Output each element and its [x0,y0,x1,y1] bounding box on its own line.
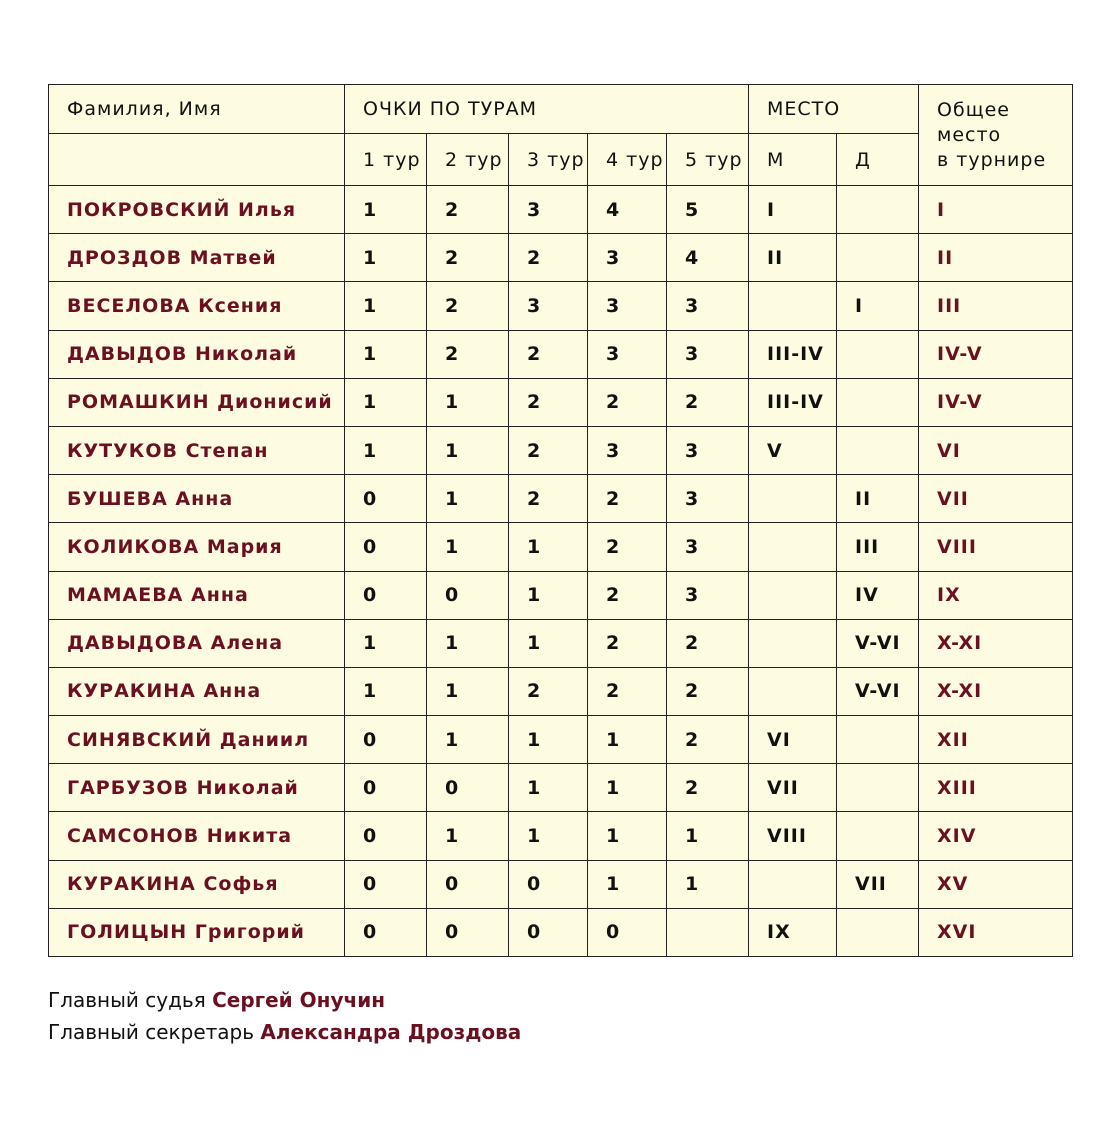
round-2-score: 1 [427,716,509,764]
overall-place: I [919,186,1073,234]
round-2-score: 2 [427,186,509,234]
round-1-score: 0 [345,716,427,764]
round-1-header: 1 тур [345,134,427,186]
overall-place: XII [919,716,1073,764]
round-4-score: 4 [588,186,667,234]
round-1-score: 1 [345,378,427,426]
round-2-score: 2 [427,330,509,378]
round-5-score: 1 [667,860,749,908]
round-3-score: 0 [509,908,588,956]
table-row [49,571,1073,619]
table-row [49,378,1073,426]
name-subheader-empty [49,134,345,186]
round-3-score: 1 [509,619,588,667]
overall-place: X-XI [919,667,1073,715]
place-m [749,860,837,908]
round-1-score: 1 [345,667,427,715]
participant-name: ВЕСЕЛОВА Ксения [49,282,345,330]
place-d [837,186,919,234]
round-1-score: 0 [345,571,427,619]
overall-place: III [919,282,1073,330]
round-3-score: 1 [509,571,588,619]
round-2-score: 0 [427,860,509,908]
place-m: I [749,186,837,234]
place-d [837,764,919,812]
table-row [49,812,1073,860]
overall-place: XV [919,860,1073,908]
round-5-score: 2 [667,667,749,715]
overall-place: IV-V [919,330,1073,378]
round-2-score: 1 [427,523,509,571]
table-row [49,426,1073,474]
place-m [749,523,837,571]
round-1-score: 1 [345,234,427,282]
place-d: II [837,475,919,523]
round-3-score: 2 [509,234,588,282]
round-1-score: 0 [345,812,427,860]
round-3-score: 2 [509,475,588,523]
name-column-header: Фамилия, Имя [49,85,345,134]
place-d: V-VI [837,667,919,715]
table-row [49,716,1073,764]
participant-name: КУРАКИНА Софья [49,860,345,908]
round-3-score: 1 [509,716,588,764]
results-table [48,84,1073,957]
place-m: III-IV [749,330,837,378]
round-2-score: 2 [427,234,509,282]
round-1-score: 0 [345,908,427,956]
place-d: VII [837,860,919,908]
chief-secretary-label: Главный секретарь [48,1020,255,1044]
round-2-score: 1 [427,619,509,667]
table-row [49,860,1073,908]
overall-place: VIII [919,523,1073,571]
round-4-score: 3 [588,426,667,474]
overall-place: II [919,234,1073,282]
round-4-score: 2 [588,378,667,426]
participant-name: КОЛИКОВА Мария [49,523,345,571]
round-5-score: 2 [667,378,749,426]
round-4-score: 1 [588,716,667,764]
place-d [837,378,919,426]
place-d-header: Д [837,134,919,186]
round-3-score: 3 [509,282,588,330]
round-2-score: 1 [427,426,509,474]
place-m: VI [749,716,837,764]
participant-name: КУТУКОВ Степан [49,426,345,474]
round-4-header: 4 тур [588,134,667,186]
participant-name: САМСОНОВ Никита [49,812,345,860]
chief-secretary-name: Александра Дроздова [260,1020,522,1044]
round-4-score: 2 [588,619,667,667]
round-4-score: 2 [588,523,667,571]
round-4-score: 3 [588,330,667,378]
round-3-score: 0 [509,860,588,908]
round-1-score: 1 [345,330,427,378]
round-4-score: 3 [588,234,667,282]
round-5-score: 4 [667,234,749,282]
round-2-score: 2 [427,282,509,330]
participant-name: СИНЯВСКИЙ Даниил [49,716,345,764]
place-m [749,282,837,330]
chief-judge-label: Главный судья [48,988,206,1012]
table-row [49,908,1073,956]
round-4-score: 2 [588,571,667,619]
round-3-score: 2 [509,667,588,715]
participant-name: ПОКРОВСКИЙ Илья [49,186,345,234]
round-1-score: 0 [345,764,427,812]
table-row [49,282,1073,330]
round-4-score: 1 [588,812,667,860]
round-2-score: 0 [427,571,509,619]
overall-place: VI [919,426,1073,474]
round-3-score: 3 [509,186,588,234]
place-m: III-IV [749,378,837,426]
overall-place: VII [919,475,1073,523]
place-m-header: М [749,134,837,186]
round-1-score: 0 [345,475,427,523]
round-3-score: 2 [509,378,588,426]
round-5-score: 3 [667,571,749,619]
round-5-score: 2 [667,764,749,812]
round-3-score: 1 [509,764,588,812]
place-m: V [749,426,837,474]
overall-place: X-XI [919,619,1073,667]
round-2-header: 2 тур [427,134,509,186]
place-d [837,812,919,860]
table-row [49,475,1073,523]
participant-name: ГАРБУЗОВ Николай [49,764,345,812]
chief-judge-line [48,984,521,1016]
round-2-score: 1 [427,378,509,426]
participant-name: ДРОЗДОВ Матвей [49,234,345,282]
overall-place: XIII [919,764,1073,812]
place-d [837,234,919,282]
round-4-score: 1 [588,860,667,908]
round-5-score: 3 [667,475,749,523]
chief-judge-name: Сергей Онучин [212,988,386,1012]
place-m [749,619,837,667]
round-5-score: 2 [667,716,749,764]
round-3-score: 2 [509,426,588,474]
round-2-score: 0 [427,764,509,812]
round-5-score [667,908,749,956]
participant-name: РОМАШКИН Дионисий [49,378,345,426]
footer [48,984,521,1048]
round-5-score: 3 [667,282,749,330]
participant-name: КУРАКИНА Анна [49,667,345,715]
round-2-score: 1 [427,475,509,523]
place-d: V-VI [837,619,919,667]
round-3-header: 3 тур [509,134,588,186]
round-1-score: 1 [345,426,427,474]
round-1-score: 1 [345,619,427,667]
participant-name: ДАВЫДОВА Алена [49,619,345,667]
table-row [49,764,1073,812]
round-3-score: 1 [509,523,588,571]
round-1-score: 1 [345,186,427,234]
place-d [837,330,919,378]
round-1-score: 0 [345,523,427,571]
round-5-score: 5 [667,186,749,234]
table-row [49,234,1073,282]
rounds-group-header: ОЧКИ ПО ТУРАМ [345,85,749,134]
place-m: II [749,234,837,282]
round-4-score: 0 [588,908,667,956]
chief-secretary-line [48,1016,521,1048]
place-m: VIII [749,812,837,860]
place-m: IX [749,908,837,956]
overall-place: IV-V [919,378,1073,426]
round-1-score: 0 [345,860,427,908]
place-d: III [837,523,919,571]
round-4-score: 2 [588,667,667,715]
round-2-score: 1 [427,667,509,715]
round-3-score: 1 [509,812,588,860]
participant-name: МАМАЕВА Анна [49,571,345,619]
table-row [49,667,1073,715]
place-d: I [837,282,919,330]
round-5-score: 3 [667,330,749,378]
place-m [749,571,837,619]
overall-place: XIV [919,812,1073,860]
place-d [837,426,919,474]
table-row [49,186,1073,234]
round-4-score: 3 [588,282,667,330]
round-2-score: 1 [427,812,509,860]
round-5-score: 1 [667,812,749,860]
overall-place-header: Общее место в турнире [919,85,1073,186]
round-5-score: 2 [667,619,749,667]
round-1-score: 1 [345,282,427,330]
round-4-score: 1 [588,764,667,812]
place-d: IV [837,571,919,619]
table-row [49,619,1073,667]
round-2-score: 0 [427,908,509,956]
place-m [749,667,837,715]
participant-name: БУШЕВА Анна [49,475,345,523]
header-row-groups [49,85,1073,134]
place-m [749,475,837,523]
place-d [837,908,919,956]
round-3-score: 2 [509,330,588,378]
participant-name: ДАВЫДОВ Николай [49,330,345,378]
place-d [837,716,919,764]
round-4-score: 2 [588,475,667,523]
round-5-score: 3 [667,426,749,474]
place-group-header: МЕСТО [749,85,919,134]
overall-place: IX [919,571,1073,619]
participant-name: ГОЛИЦЫН Григорий [49,908,345,956]
place-m: VII [749,764,837,812]
round-5-header: 5 тур [667,134,749,186]
round-5-score: 3 [667,523,749,571]
overall-place: XVI [919,908,1073,956]
table-row [49,523,1073,571]
table-row [49,330,1073,378]
